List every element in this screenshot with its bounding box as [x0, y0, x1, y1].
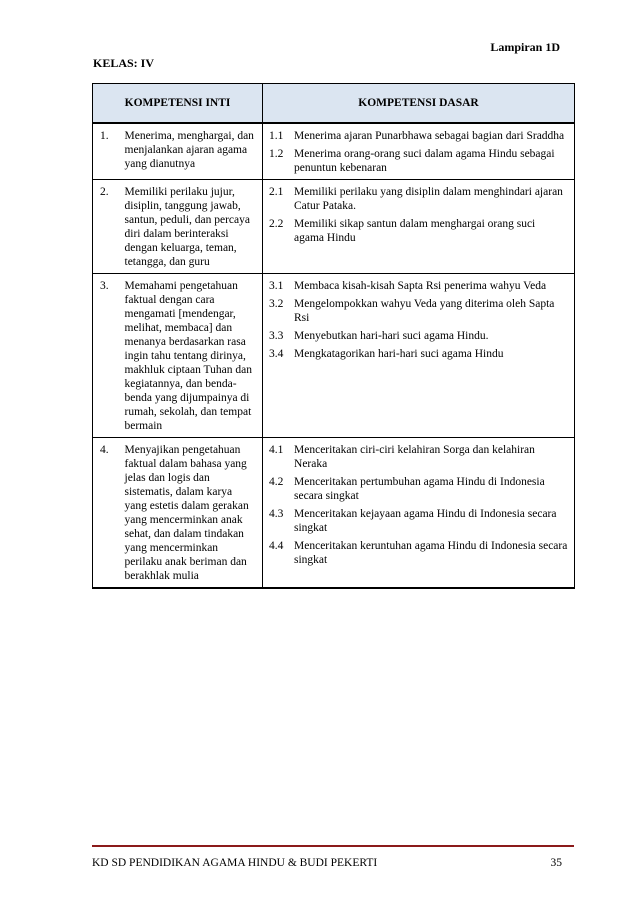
kd-item: [269, 185, 568, 213]
column-header-ki: KOMPETENSI INTI: [93, 84, 263, 124]
kd-number: 1.1: [269, 130, 284, 142]
table-row: [93, 123, 575, 180]
kd-number: 4.4: [269, 540, 284, 552]
class-label: KELAS: IV: [93, 56, 155, 70]
kd-cell: [263, 438, 575, 589]
kd-number: 4.3: [269, 508, 284, 520]
kd-item: [269, 347, 568, 361]
kd-text: Mengelompokkan wahyu Veda yang diterima oleh Sapta Rsi: [294, 298, 555, 324]
ki-text: Menyajikan pengetahuan faktual dalam bahasa yang jelas dan logis dan sistematis, dalam karya yang estetis dalam gerakan yang mencerminkan anak sehat, dan dalam tindakan yang mencerminkan perilaku anak beriman dan berakhlak mulia: [121, 438, 263, 589]
kd-number: 1.2: [269, 148, 284, 160]
kd-text: Menceritakan pertumbuhan agama Hindu di Indonesia secara singkat: [294, 476, 545, 502]
ki-text: Memiliki perilaku jujur, disiplin, tanggung jawab, santun, peduli, dan percaya diri dalam berinteraksi dengan keluarga, teman, tetangga, dan guru: [121, 180, 263, 274]
table-row: [93, 438, 575, 589]
kd-number: 2.2: [269, 218, 284, 230]
kd-item: [269, 217, 568, 245]
kd-cell: [263, 123, 575, 180]
kd-text: Membaca kisah-kisah Sapta Rsi penerima wahyu Veda: [294, 280, 547, 292]
row-number: 3.: [93, 274, 121, 438]
kd-item: [269, 147, 568, 175]
kd-text: Menyebutkan hari-hari suci agama Hindu.: [294, 330, 489, 342]
table-header-row: [93, 84, 575, 124]
kd-cell: [263, 274, 575, 438]
kd-text: Menerima ajaran Punarbhawa sebagai bagian dari Sraddha: [294, 130, 565, 142]
kd-text: Menceritakan keruntuhan agama Hindu di Indonesia secara singkat: [294, 540, 568, 566]
kd-number: 3.4: [269, 348, 284, 360]
kd-item: [269, 279, 568, 293]
kd-text: Menceritakan ciri-ciri kelahiran Sorga dan kelahiran Neraka: [294, 444, 535, 470]
table-row: [93, 274, 575, 438]
ki-text: Menerima, menghargai, dan menjalankan ajaran agama yang dianutnya: [121, 123, 263, 180]
kd-item: [269, 443, 568, 471]
kd-cell: [263, 180, 575, 274]
kd-number: 4.2: [269, 476, 284, 488]
kd-text: Menceritakan kejayaan agama Hindu di Indonesia secara singkat: [294, 508, 557, 534]
competency-table: [92, 83, 575, 589]
kd-text: Mengkatagorikan hari-hari suci agama Hindu: [294, 348, 504, 360]
kd-item: [269, 297, 568, 325]
ki-text: Memahami pengetahuan faktual dengan cara mengamati [mendengar, melihat, membaca] dan menanya berdasarkan rasa ingin tahu tentang dirinya, makhluk ciptaan Tuhan dan kegiatannya, dan benda-benda yang dijumpainya di rumah, sekolah, dan tempat bermain: [121, 274, 263, 438]
row-number: 2.: [93, 180, 121, 274]
kd-item: [269, 507, 568, 535]
lampiran-label: Lampiran 1D: [490, 40, 560, 54]
kd-number: 2.1: [269, 186, 284, 198]
column-header-kd: KOMPETENSI DASAR: [263, 84, 575, 124]
kd-item: [269, 329, 568, 343]
kd-item: [269, 129, 568, 143]
kd-number: 3.1: [269, 280, 284, 292]
row-number: 4.: [93, 438, 121, 589]
kd-number: 3.2: [269, 298, 284, 310]
kd-item: [269, 475, 568, 503]
kd-number: 3.3: [269, 330, 284, 342]
kd-text: Menerima orang-orang suci dalam agama Hindu sebagai penuntun kebenaran: [294, 148, 555, 174]
kd-text: Memiliki perilaku yang disiplin dalam menghindari ajaran Catur Pataka.: [294, 186, 563, 212]
footer-text: KD SD PENDIDIKAN AGAMA HINDU & BUDI PEKERTI: [92, 857, 378, 869]
table-row: [93, 180, 575, 274]
kd-number: 4.1: [269, 444, 284, 456]
kd-text: Memiliki sikap santun dalam menghargai orang suci agama Hindu: [294, 218, 536, 244]
page-footer: [92, 857, 562, 869]
kd-item: [269, 539, 568, 567]
page-number: 35: [550, 857, 562, 869]
row-number: 1.: [93, 123, 121, 180]
footer-divider: [92, 845, 574, 847]
